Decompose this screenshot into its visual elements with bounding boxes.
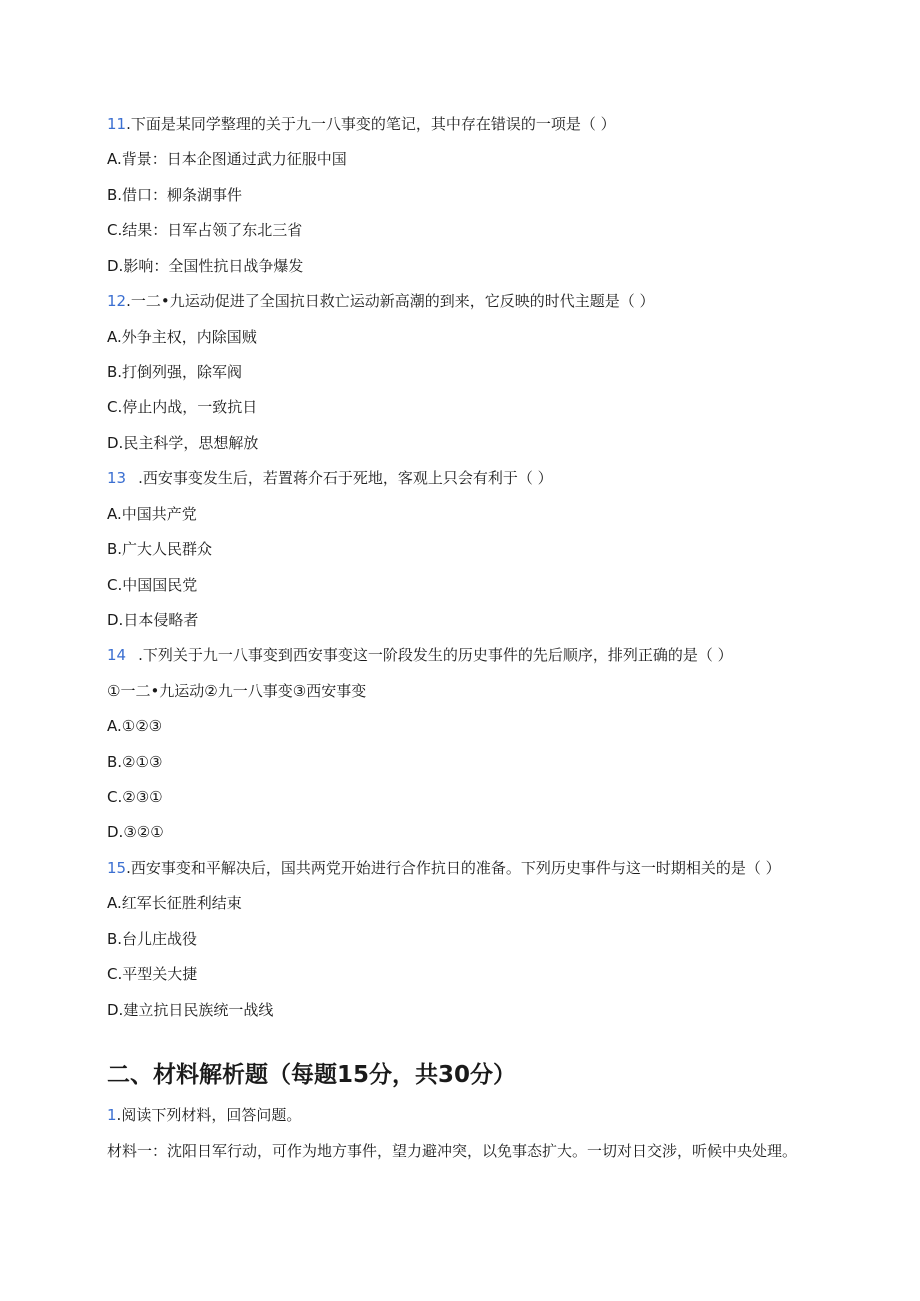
material-question-1 [107,1105,301,1125]
option-c: C.平型关大捷 [107,965,198,983]
option-d: D.民主科学，思想解放 [107,434,259,452]
option-a: A.中国共产党 [107,505,197,523]
question-number: 15 [107,859,127,877]
section-heading: 二、材料解析题（每题15分，共30分） [107,1062,517,1088]
option-b: B.打倒列强，除军阀 [107,363,243,381]
option-a: A.背景：日本企图通过武力征服中国 [107,150,347,168]
option-d: D.日本侵略者 [107,611,199,629]
option-c: C.②③① [107,788,163,806]
question-14 [107,645,733,665]
option-c: C.中国国民党 [107,576,198,594]
option-a: A.①②③ [107,717,163,735]
option-a: A.外争主权，内除国贼 [107,328,257,346]
question-13 [107,468,553,488]
question-number: 14 [107,646,127,664]
option-d: D.③②① [107,823,164,841]
option-b: B.广大人民群众 [107,540,213,558]
question-number: 12 [107,292,127,310]
option-c: C.停止内战，一致抗日 [107,398,258,416]
option-b: B.台儿庄战役 [107,930,198,948]
question-text: .西安事变发生后，若置蒋介石于死地，客观上只会有利于（ ） [138,469,553,487]
question-number: 1 [107,1106,117,1124]
option-b: B.②①③ [107,753,163,771]
material-text: 材料一：沈阳日军行动，可作为地方事件，望力避冲突，以免事态扩大。一切对日交涉，听候中央处理。 [107,1142,798,1160]
question-text: .一二•九运动促进了全国抗日救亡运动新高潮的到来，它反映的时代主题是（ ） [126,292,655,310]
question-stem: ①一二•九运动②九一八事变③西安事变 [107,682,367,700]
question-12 [107,291,654,311]
question-text: .西安事变和平解决后，国共两党开始进行合作抗日的准备。下列历史事件与这一时期相关的是（ ） [126,859,781,877]
option-d: D.影响：全国性抗日战争爆发 [107,257,304,275]
question-11 [107,114,616,134]
option-b: B.借口：柳条湖事件 [107,186,243,204]
question-15 [107,858,781,878]
option-d: D.建立抗日民族统一战线 [107,1001,274,1019]
question-text: .阅读下列材料，回答问题。 [116,1106,302,1124]
option-c: C.结果：日军占领了东北三省 [107,221,303,239]
question-number: 11 [107,115,127,133]
question-text: .下面是某同学整理的关于九一八事变的笔记，其中存在错误的一项是（ ） [126,115,616,133]
question-text: .下列关于九一八事变到西安事变这一阶段发生的历史事件的先后顺序，排列正确的是（ ） [138,646,733,664]
option-a: A.红军长征胜利结束 [107,894,242,912]
question-number: 13 [107,469,127,487]
